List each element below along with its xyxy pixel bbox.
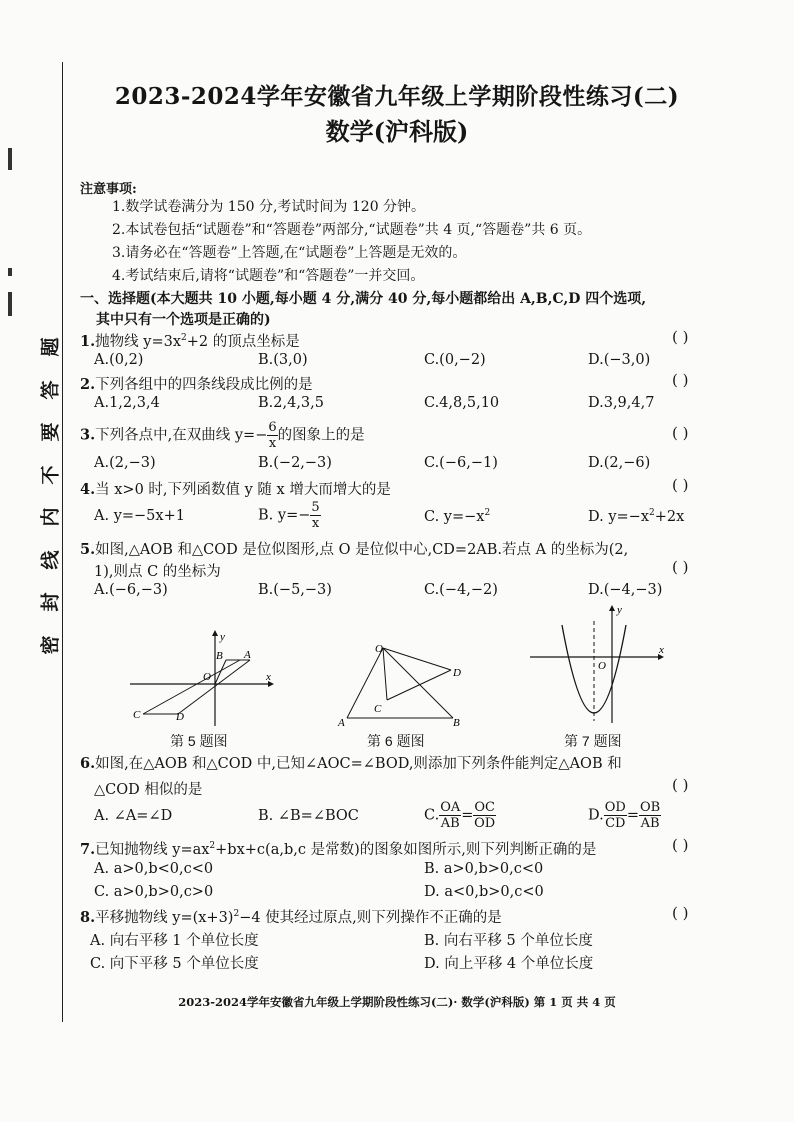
q6-option-a: A. ∠A=∠D xyxy=(94,808,173,824)
q5-option-b: B.(−5,−3) xyxy=(258,582,332,598)
seal-char: 线 xyxy=(39,550,62,570)
fraction: $\frac{OD}{CD}$ xyxy=(604,800,626,831)
seal-char: 题 xyxy=(39,337,62,357)
fraction: $\frac{OB}{AB}$ xyxy=(639,800,661,831)
q8-option-b: B. 向右平移 5 个单位长度 xyxy=(424,933,593,949)
q4-option-a: A. y=−5x+1 xyxy=(94,508,185,524)
notes-heading: 注意事项: xyxy=(80,182,137,197)
q1-option-b: B.(3,0) xyxy=(258,352,308,368)
svg-text:x: x xyxy=(659,644,664,656)
page-footer: 2023-2024学年安徽省九年级上学期阶段性练习(二)· 数学(沪科版) 第 1 页 共 4 页 xyxy=(178,995,616,1009)
binding-mark xyxy=(8,268,12,276)
note-item: 2.本试卷包括“试题卷”和“答题卷”两部分,“试题卷”共 4 页,“答题卷”共 6 页。 xyxy=(112,222,592,238)
svg-text:O: O xyxy=(203,671,211,683)
q6-option-d: D. $\frac{OD}{CD}$ = $\frac{OB}{AB}$ xyxy=(588,800,661,831)
seal-char: 要 xyxy=(39,422,62,442)
figure-5 xyxy=(128,628,278,728)
question-1: 1.抛物线 $y=3x^2+2$ 的顶点坐标是 xyxy=(80,333,300,350)
binding-mark xyxy=(8,148,12,170)
svg-text:y: y xyxy=(220,631,225,643)
q4-option-d: D. $y=-x^2+2x$ xyxy=(588,508,685,525)
q5-option-d: D.(−4,−3) xyxy=(588,582,663,598)
q3-option-b: B.(−2,−3) xyxy=(258,455,332,471)
question-6: 6.如图,在△AOB 和△COD 中,已知∠AOC=∠BOD,则添加下列条件能判定△AOB 和 xyxy=(80,755,622,772)
q4-option-c: C. $y=-x^2$ xyxy=(424,508,491,525)
answer-paren: ( ) xyxy=(672,476,689,494)
question-2: 2.下列各组中的四条线段成比例的是 xyxy=(80,376,313,393)
q4-option-b: B. y=− $\frac{5}{x}$ xyxy=(258,500,320,531)
question-3: 3.下列各点中,在双曲线 y=− $\frac{6}{x}$ 的图象上的是 xyxy=(80,420,365,451)
svg-text:x: x xyxy=(266,671,271,683)
q3-option-d: D.(2,−6) xyxy=(588,455,651,471)
question-5: 5.如图,△AOB 和△COD 是位似图形,点 O 是位似中心,CD=2AB.若点 A 的坐标为(2, xyxy=(80,541,629,558)
q6-option-c: C. $\frac{OA}{AB}$ = $\frac{OC}{OD}$ xyxy=(424,800,496,831)
svg-text:O: O xyxy=(375,643,383,655)
q5-option-c: C.(−4,−2) xyxy=(424,582,498,598)
seal-char: 内 xyxy=(39,507,62,527)
figure-6 xyxy=(335,640,475,732)
svg-text:O: O xyxy=(598,660,606,672)
q2-option-a: A.1,2,3,4 xyxy=(94,395,160,411)
q1-option-a: A.(0,2) xyxy=(94,352,144,368)
q3-option-a: A.(2,−3) xyxy=(94,455,156,471)
note-item: 4.考试结束后,请将“试题卷”和“答题卷”一并交回。 xyxy=(112,268,425,284)
q8-option-d: D. 向上平移 4 个单位长度 xyxy=(424,956,594,972)
answer-paren: ( ) xyxy=(672,904,689,922)
question-7: 7.已知抛物线 $y=ax^2+bx+c(a,b,c$ 是常数)的图象如图所示,则下列判断正确的是 xyxy=(80,841,597,858)
q5-option-a: A.(−6,−3) xyxy=(94,582,168,598)
svg-text:C: C xyxy=(374,703,382,715)
q7-option-a: A. a>0,b<0,c<0 xyxy=(94,861,214,877)
fraction: $\frac{6}{x}$ xyxy=(268,420,277,451)
svg-text:y: y xyxy=(617,604,622,616)
section-heading: 一、选择题(本大题共 10 小题,每小题 4 分,满分 40 分,每小题都给出 A,B,C,D 四个选项, xyxy=(80,291,647,307)
q8-option-c: C. 向下平移 5 个单位长度 xyxy=(90,956,259,972)
note-item: 1.数学试卷满分为 150 分,考试时间为 120 分钟。 xyxy=(112,199,426,215)
q7-option-d: D. a<0,b>0,c<0 xyxy=(424,884,544,900)
q2-option-c: C.4,8,5,10 xyxy=(424,395,500,411)
q7-option-b: B. a>0,b>0,c<0 xyxy=(424,861,544,877)
seal-char: 不 xyxy=(39,465,62,485)
q1-option-c: C.(0,−2) xyxy=(424,352,486,368)
question-4: 4.当 x>0 时,下列函数值 y 随 x 增大而增大的是 xyxy=(80,481,391,498)
figure-7 xyxy=(528,603,670,727)
svg-text:B: B xyxy=(453,717,460,729)
exam-title: 2023-2024学年安徽省九年级上学期阶段性练习(二) xyxy=(114,83,680,110)
svg-text:C: C xyxy=(133,709,141,721)
question-6-cont: △COD 相似的是 xyxy=(94,782,203,798)
svg-text:A: A xyxy=(244,649,251,661)
fraction: $\frac{OC}{OD}$ xyxy=(474,800,496,831)
answer-paren: ( ) xyxy=(672,371,689,389)
q6-option-b: B. ∠B=∠BOC xyxy=(258,808,359,824)
q3-option-c: C.(−6,−1) xyxy=(424,455,498,471)
seal-char: 答 xyxy=(39,380,62,400)
svg-text:D: D xyxy=(176,711,184,723)
section-heading-cont: 其中只有一个选项是正确的) xyxy=(96,312,271,328)
q1-option-d: D.(−3,0) xyxy=(588,352,651,368)
figure-6-caption: 第 6 题图 xyxy=(367,733,425,749)
figure-5-caption: 第 5 题图 xyxy=(170,733,228,749)
seal-char: 封 xyxy=(39,592,62,612)
question-5-cont: 1),则点 C 的坐标为 xyxy=(94,564,221,580)
q2-option-d: D.3,9,4,7 xyxy=(588,395,655,411)
svg-text:D: D xyxy=(453,667,461,679)
q8-option-a: A. 向右平移 1 个单位长度 xyxy=(90,933,259,949)
answer-paren: ( ) xyxy=(672,424,689,442)
answer-paren: ( ) xyxy=(672,558,689,576)
seal-char: 密 xyxy=(39,635,62,655)
fraction: $\frac{OA}{AB}$ xyxy=(440,800,461,831)
q2-option-b: B.2,4,3,5 xyxy=(258,395,324,411)
exam-subtitle: 数学(沪科版) xyxy=(325,117,469,146)
fraction: $\frac{5}{x}$ xyxy=(311,500,320,531)
seal-warning xyxy=(36,336,66,656)
note-item: 3.请务必在“答题卷”上答题,在“试题卷”上答题是无效的。 xyxy=(112,245,467,261)
question-8: 8.平移抛物线 $y=(x+3)^2-4$ 使其经过原点,则下列操作不正确的是 xyxy=(80,909,502,926)
binding-mark xyxy=(8,292,12,316)
svg-text:B: B xyxy=(216,650,223,662)
answer-paren: ( ) xyxy=(672,328,689,346)
figure-7-caption: 第 7 题图 xyxy=(564,733,622,749)
answer-paren: ( ) xyxy=(672,776,689,794)
svg-text:A: A xyxy=(338,717,345,729)
answer-paren: ( ) xyxy=(672,836,689,854)
q7-option-c: C. a>0,b>0,c>0 xyxy=(94,884,214,900)
